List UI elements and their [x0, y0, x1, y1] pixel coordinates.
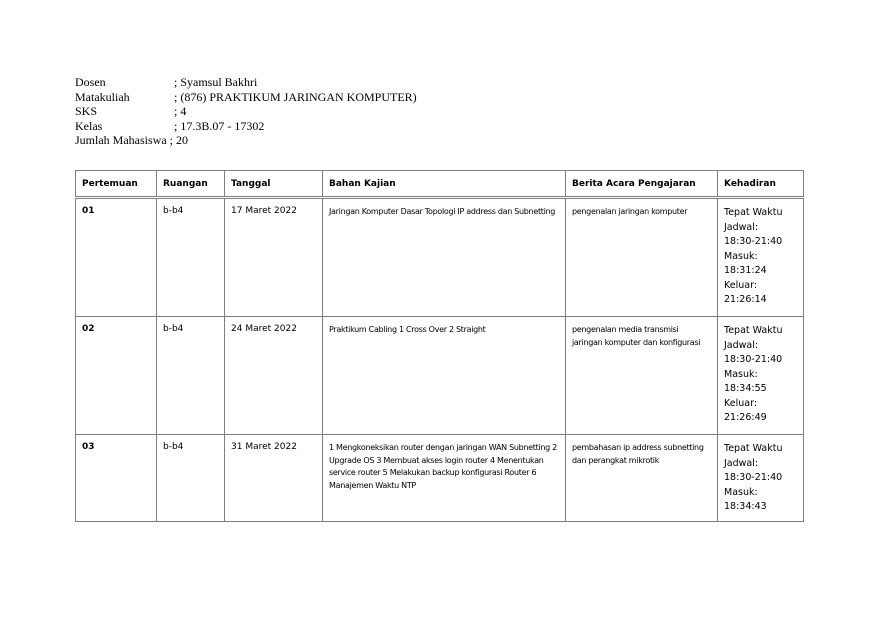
cell-pertemuan: 01 — [76, 198, 157, 317]
jumlah-label: Jumlah Mahasiswa — [75, 133, 167, 147]
table-header-row — [76, 171, 804, 198]
sks-label: SKS — [75, 104, 98, 118]
col-header-bahan-kajian: Bahan Kajian — [323, 171, 566, 198]
kehadiran-masuk-value: 18:34:55 — [724, 383, 767, 394]
cell-tanggal: 17 Maret 2022 — [225, 198, 323, 317]
kehadiran-masuk-value: 18:34:43 — [724, 501, 767, 512]
cell-bahan-kajian: 1 Mengkoneksikan router dengan jaringan WAN Subnetting 2 Upgrade OS 3 Membuat akses login router 4 Menentukan service router 5 Melakukan backup konfigurasi Router 6 Manajemen Waktu NTP — [323, 435, 566, 522]
col-header-kehadiran: Kehadiran — [718, 171, 804, 198]
cell-ruangan: b-b4 — [157, 317, 225, 435]
kehadiran-masuk-label: Masuk: — [724, 486, 758, 498]
course-info — [75, 75, 417, 148]
jumlah-row — [75, 133, 417, 148]
cell-kehadiran — [718, 198, 804, 317]
kehadiran-jadwal-label: Jadwal: — [724, 339, 759, 351]
kehadiran-jadwal-value: 18:30-21:40 — [724, 472, 783, 483]
kehadiran-jadwal-value: 18:30-21:40 — [724, 354, 783, 365]
kehadiran-status: Tepat Waktu — [724, 443, 783, 454]
table-row — [76, 198, 804, 317]
kehadiran-keluar-label: Keluar: — [724, 279, 758, 291]
kelas-row — [75, 119, 417, 134]
col-header-ruangan: Ruangan — [157, 171, 225, 198]
jumlah-value: ; 20 — [169, 133, 188, 147]
col-header-pertemuan: Pertemuan — [76, 171, 157, 198]
cell-berita-acara: pengenalan media transmisi jaringan komputer dan konfigurasi — [566, 317, 718, 435]
sks-row — [75, 104, 417, 119]
col-header-berita-acara: Berita Acara Pengajaran — [566, 171, 718, 198]
kehadiran-status: Tepat Waktu — [724, 207, 783, 218]
cell-pertemuan: 03 — [76, 435, 157, 522]
dosen-value: ; Syamsul Bakhri — [174, 75, 258, 89]
col-header-tanggal: Tanggal — [225, 171, 323, 198]
cell-berita-acara: pembahasan ip address subnetting dan perangkat mikrotik — [566, 435, 718, 522]
matakuliah-row — [75, 90, 417, 105]
kehadiran-jadwal-value: 18:30-21:40 — [724, 236, 783, 247]
cell-pertemuan: 02 — [76, 317, 157, 435]
kelas-value: ; 17.3B.07 - 17302 — [174, 118, 265, 133]
cell-tanggal: 31 Maret 2022 — [225, 435, 323, 522]
cell-ruangan: b-b4 — [157, 435, 225, 522]
table-row — [76, 435, 804, 522]
dosen-row — [75, 75, 417, 90]
dosen-label: Dosen — [75, 75, 106, 89]
table-row — [76, 317, 804, 435]
kehadiran-jadwal-label: Jadwal: — [724, 457, 759, 469]
cell-kehadiran — [718, 435, 804, 522]
cell-ruangan: b-b4 — [157, 198, 225, 317]
kehadiran-masuk-label: Masuk: — [724, 368, 758, 380]
cell-bahan-kajian: Praktikum Cabling 1 Cross Over 2 Straight — [323, 317, 566, 435]
sks-value: ; 4 — [174, 104, 187, 118]
cell-tanggal: 24 Maret 2022 — [225, 317, 323, 435]
kehadiran-keluar-value: 21:26:14 — [724, 294, 767, 305]
kehadiran-jadwal-label: Jadwal: — [724, 221, 759, 233]
kehadiran-masuk-value: 18:31:24 — [724, 265, 767, 276]
kehadiran-keluar-value: 21:26:49 — [724, 412, 767, 423]
cell-berita-acara: pengenalan jaringan komputer — [566, 198, 718, 317]
cell-kehadiran — [718, 317, 804, 435]
kehadiran-keluar-label: Keluar: — [724, 397, 758, 409]
kehadiran-masuk-label: Masuk: — [724, 250, 758, 262]
matakuliah-label: Matakuliah — [75, 89, 130, 104]
matakuliah-value: ; (876) PRAKTIKUM JARINGAN KOMPUTER) — [174, 89, 417, 104]
attendance-table — [75, 170, 804, 522]
kehadiran-status: Tepat Waktu — [724, 325, 783, 336]
cell-bahan-kajian: Jaringan Komputer Dasar Topologi IP address dan Subnetting — [323, 198, 566, 317]
kelas-label: Kelas — [75, 118, 103, 133]
